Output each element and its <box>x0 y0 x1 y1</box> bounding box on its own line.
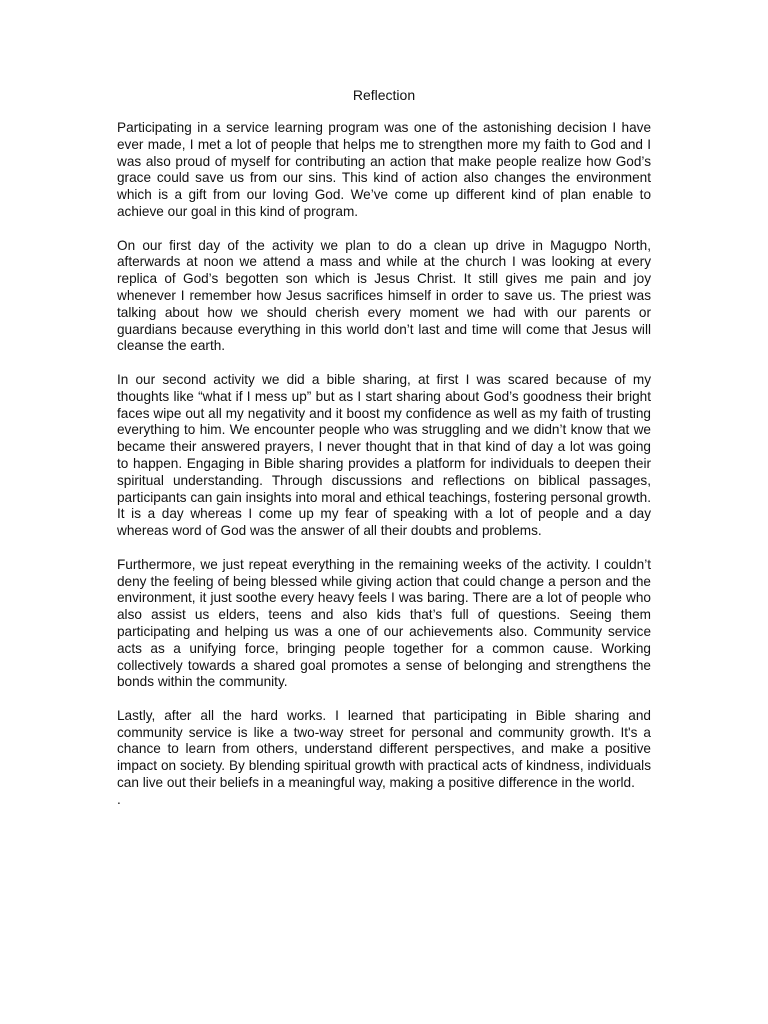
paragraph-1: Participating in a service learning program was one of the astonishing decision I have ever made, I met a lot of people that helps me to strengthen more my faith to God and I was also proud of myself for contributing an action that make people realize how God’s grace could save us from our sins. This kind of action also changes the environment which is a gift from our loving God. We’ve come up different kind of plan enable to achieve our goal in this kind of program. <box>117 120 651 219</box>
document-title: Reflection <box>352 87 416 103</box>
paragraph-5: Lastly, after all the hard works. I learned that participating in Bible sharing and community service is like a two-way street for personal and community growth. It's a chance to learn from others, understand different perspectives, and make a positive impact on society. By blending spiritual growth with practical acts of kindness, individuals can live out their beliefs in a meaningful way, making a positive difference in the world. <box>117 707 651 791</box>
paragraph-2: On our first day of the activity we plan to do a clean up drive in Magugpo North, afterwards at noon we attend a mass and while at the church I was looking at every replica of God’s begotten son which is Jesus Christ. It still gives me pain and joy whenever I remember how Jesus sacrifices himself in order to save us. The priest was talking about how we should cherish every moment we had with our parents or guardians because everything in this world don’t last and time will come that Jesus will cleanse the earth. <box>117 237 651 354</box>
paragraph-4: Furthermore, we just repeat everything in the remaining weeks of the activity. I couldn’t deny the feeling of being blessed while giving action that could change a person and the environment, it just soothe every heavy feels I was baring. There are a lot of people who also assist us elders, teens and also kids that’s full of questions. Seeing them participating and helping us was a one of our achievements also. Community service acts as a unifying force, bringing people together for a common cause. Working collectively towards a shared goal promotes a sense of belonging and strengthens the bonds within the community. <box>117 556 651 690</box>
trailing-mark: . <box>117 791 121 807</box>
document-body <box>117 120 651 809</box>
paragraph-3: In our second activity we did a bible sharing, at first I was scared because of my thoughts like “what if I mess up” but as I start sharing about God’s goodness their bright faces wipe out all my negativity and it boost my confidence as well as my faith of trusting everything to him. We encounter people who was struggling and we didn’t know that we became their answered prayers, I never thought that in that kind of day a lot was going to happen. Engaging in Bible sharing provides a platform for individuals to deepen their spiritual understanding. Through discussions and reflections on biblical passages, participants can gain insights into moral and ethical teachings, fostering personal growth. It is a day whereas I come up my fear of speaking with a lot of people and a day whereas word of God was the answer of all their doubts and problems. <box>117 371 651 539</box>
